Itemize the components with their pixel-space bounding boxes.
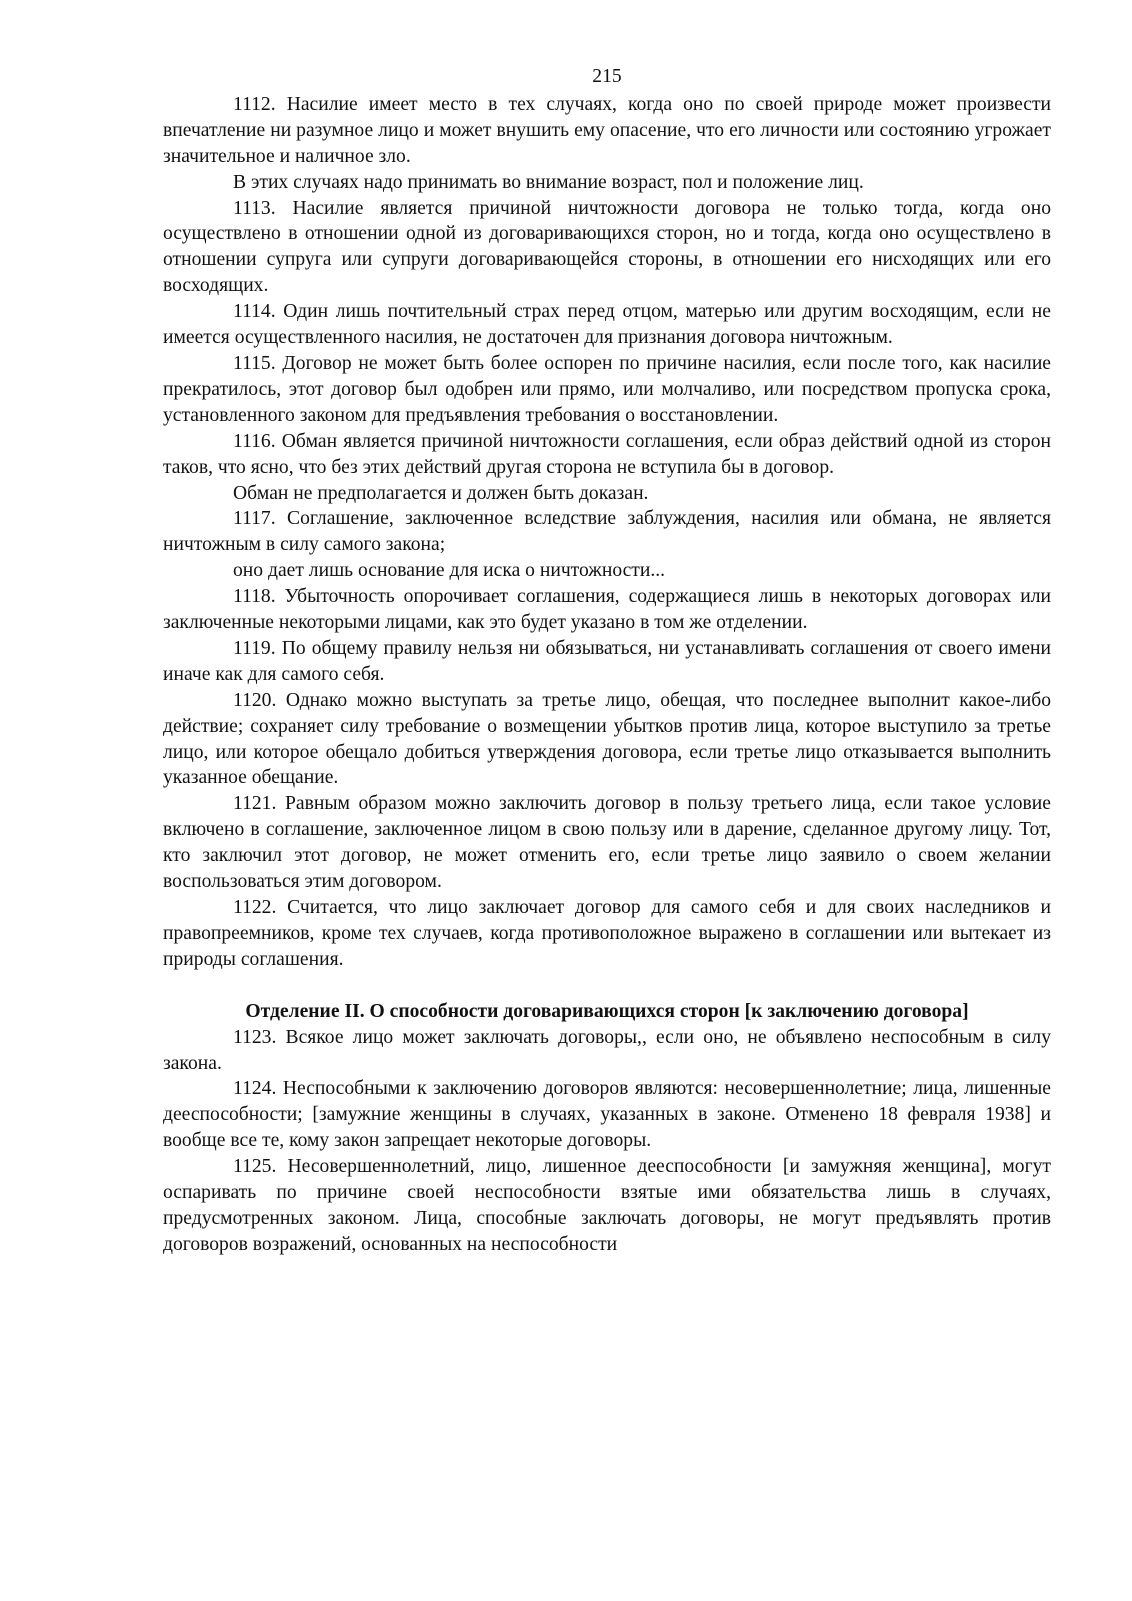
paragraph-1124: 1124. Неспособными к заключению договоров являются: несовершеннолетние; лица, лишенные дееспособности; [замужние женщины в случаях, указанных в законе. Отменено 18 февраля 1938] и вообще все те, кому закон запрещает некоторые договоры.	[163, 1078, 1051, 1152]
section-title: Отделение II. О способности договаривающихся сторон [к заключению договора]	[245, 1000, 969, 1022]
paragraph-1113: 1113. Насилие является причиной ничтожности договора не только тогда, когда оно осуществлено в отношении одной из договаривающихся сторон, но и тогда, когда оно осуществлено в отношении супруга или супруги договаривающейся стороны, в отношении его нисходящих или его восходящих.	[163, 197, 1051, 297]
paragraph-1120: 1120. Однако можно выступать за третье лицо, обещая, что последнее выполнит какое-либо действие; сохраняет силу требование о возмещении убытков против лица, которое выступило за третье лицо, или которое обещало добиться утверждения договора, если третье лицо отказывается выполнить указанное обещание.	[163, 689, 1051, 789]
paragraph-1118: 1118. Убыточность опорочивает соглашения, содержащиеся лишь в некоторых договорах или заключенные некоторыми лицами, как это будет указано в том же отделении.	[163, 586, 1051, 634]
paragraph-1115: 1115. Договор не может быть более оспорен по причине насилия, если после того, как насилие прекратилось, этот договор был одобрен или прямо, или молчаливо, или посредством пропуска срока, установленного законом для предъявления требования о восстановлении.	[163, 352, 1051, 426]
document-page	[163, 64, 1051, 1258]
paragraph-1117: 1117. Соглашение, заключенное вследствие заблуждения, насилия или обмана, не является ничтожным в силу самого закона;	[163, 508, 1051, 556]
page-number: 215	[592, 66, 622, 87]
paragraph-1112-note: В этих случаях надо принимать во внимание возраст, пол и положение лиц.	[233, 171, 864, 193]
paragraph-1121: 1121. Равным образом можно заключить договор в пользу третьего лица, если такое условие включено в соглашение, заключенное лицом в свою пользу или в дарение, сделанное другому лицу. Тот, кто заключил этот договор, не может отменить его, если третье лицо заявило о своем желании воспользоваться этим договором.	[163, 793, 1051, 893]
paragraph-1116-note: Обман не предполагается и должен быть доказан.	[233, 482, 649, 504]
paragraph-1119: 1119. По общему правилу нельзя ни обязываться, ни устанавливать соглашения от своего имени иначе как для самого себя.	[163, 637, 1051, 685]
paragraph-1123: 1123. Всякое лицо может заключать договоры,, если оно, не объявлено неспособным в силу закона.	[163, 1026, 1051, 1074]
paragraph-1117-note: оно дает лишь основание для иска о ничтожности...	[233, 560, 666, 582]
paragraph-1116: 1116. Обман является причиной ничтожности соглашения, если образ действий одной из сторон таков, что ясно, что без этих действий другая сторона не вступила бы в договор.	[163, 430, 1051, 478]
paragraph-1114: 1114. Один лишь почтительный страх перед отцом, матерью или другим восходящим, если не имеется осуществленного насилия, не достаточен для признания договора ничтожным.	[163, 301, 1051, 349]
paragraph-1122: 1122. Считается, что лицо заключает договор для самого себя и для своих наследников и правопреемников, кроме тех случаев, когда противоположное выражено в соглашении или вытекает из природы соглашения.	[163, 897, 1051, 970]
paragraph-1112: 1112. Насилие имеет место в тех случаях, когда оно по своей природе может произвести впечатление ни разумное лицо и может внушить ему опасение, что его личности или состоянию угрожает значительное и наличное зло.	[163, 93, 1051, 167]
paragraph-1125: 1125. Несовершеннолетний, лицо, лишенное дееспособности [и замужняя женщина], могут оспаривать по причине своей неспособности взятые ими обязательства лишь в случаях, предусмотренных законом. Лица, способные заключать договоры, не могут предъявлять против договоров возражений, основанных на неспособности	[163, 1156, 1051, 1255]
